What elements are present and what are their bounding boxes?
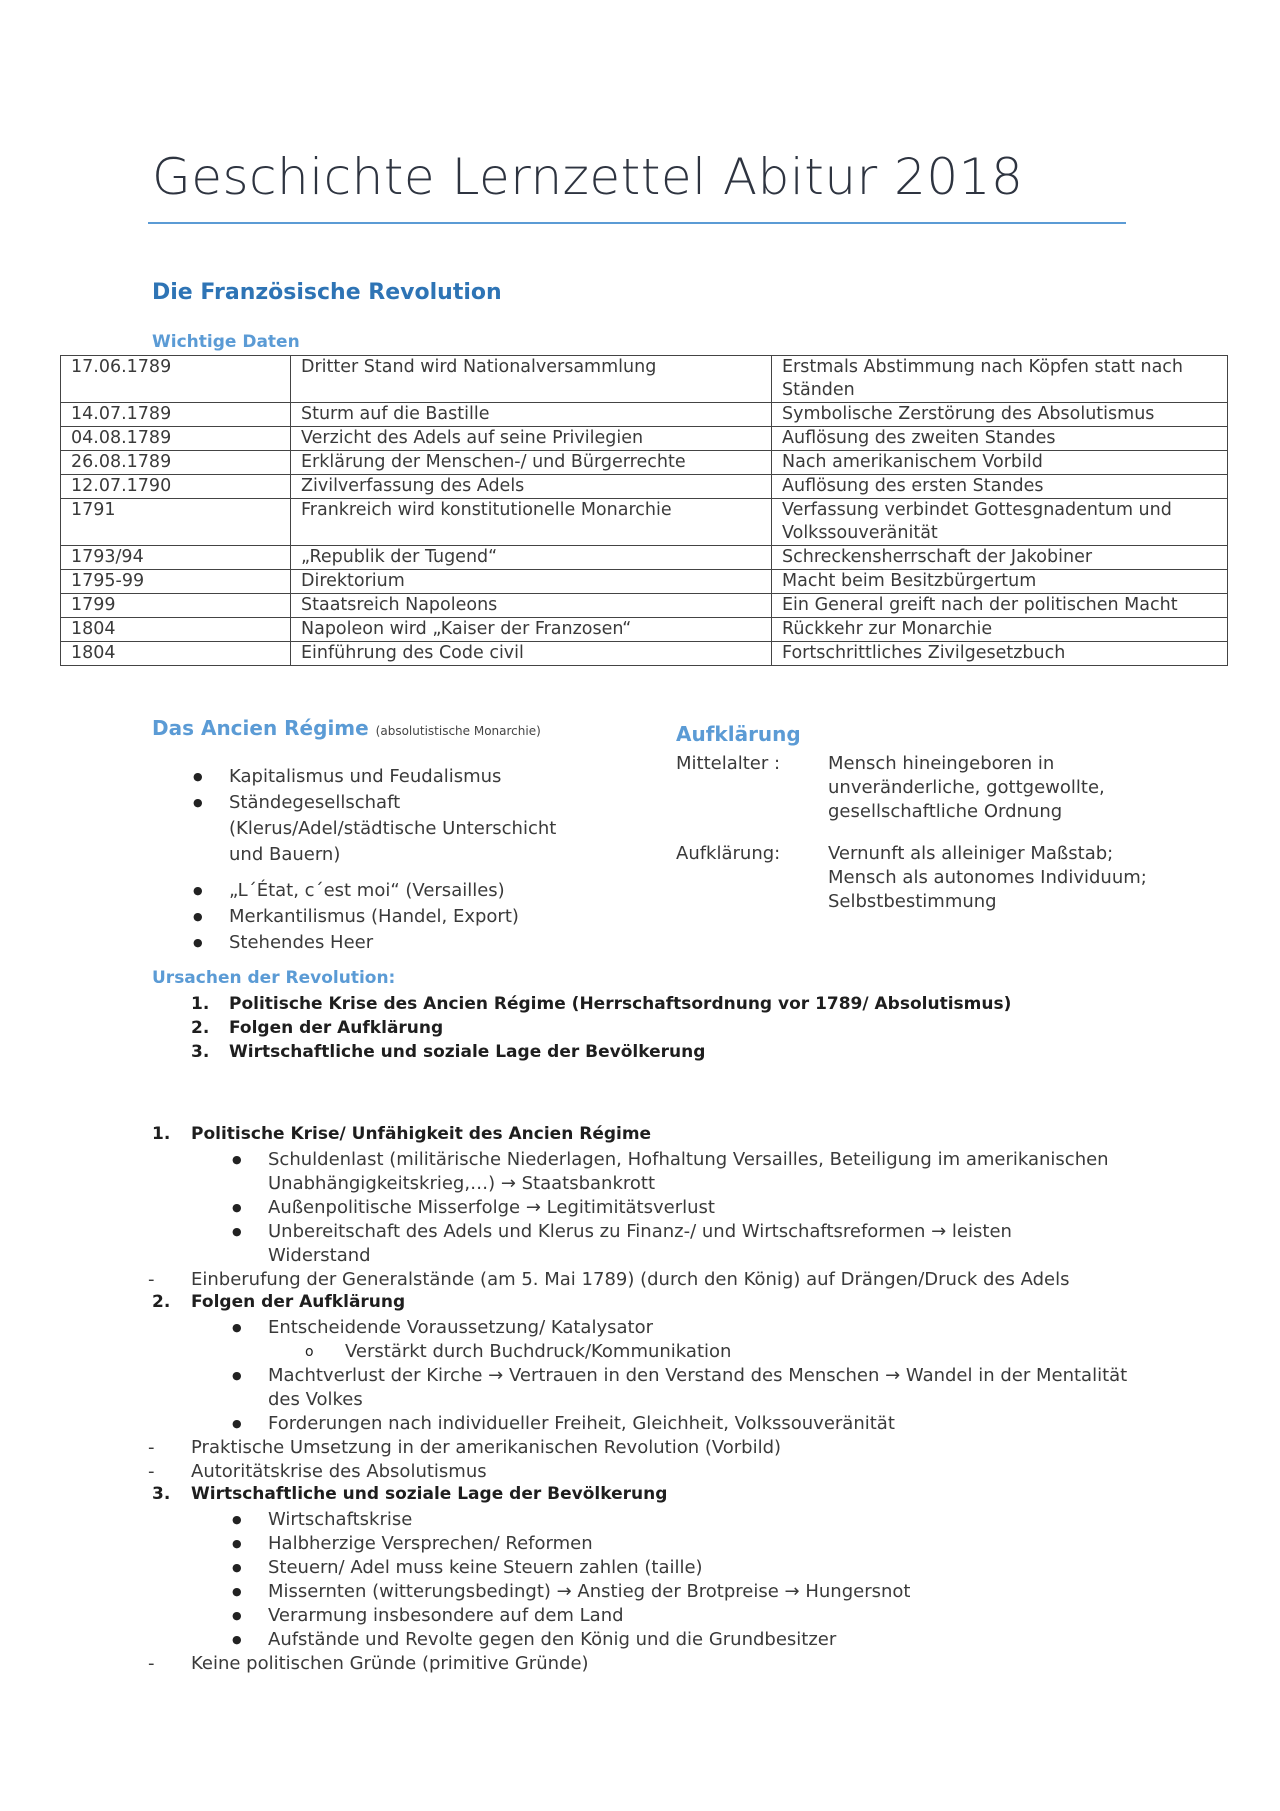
section-number: 3. <box>152 1484 171 1504</box>
list-number: 2. <box>191 1018 210 1038</box>
event-cell: Dritter Stand wird Nationalversammlung <box>291 356 772 403</box>
dash-marker: - <box>148 1269 155 1290</box>
list-item <box>232 1196 1148 1220</box>
list-item-text: Unbereitschaft des Adels und Klerus zu Finanz-/ und Wirtschaftsreformen → leisten Widerstand <box>268 1221 1012 1266</box>
sub-bullet-icon: o <box>305 1344 314 1360</box>
table-row <box>61 499 1228 546</box>
list-item-text: „L´État, c´est moi“ (Versailles) <box>229 880 505 901</box>
section-number: 2. <box>152 1292 171 1312</box>
bullet-icon: ● <box>232 1225 242 1238</box>
table-row <box>61 642 1228 666</box>
list-item <box>232 1628 1148 1652</box>
aufklaerung-label: Mittelalter : <box>676 753 781 774</box>
table-row <box>61 594 1228 618</box>
ancien-subtitle: (absolutistische Monarchie) <box>375 724 541 738</box>
dash-item: Praktische Umsetzung in der amerikanischen Revolution (Vorbild) <box>191 1437 782 1458</box>
dash-marker: - <box>148 1437 155 1458</box>
table-row <box>61 356 1228 403</box>
table-row <box>61 618 1228 642</box>
date-cell: 1793/94 <box>61 546 291 570</box>
list-item-text: Missernten (witterungsbedingt) → Anstieg der Brotpreise → Hungersnot <box>268 1581 911 1602</box>
list-item <box>232 1508 1148 1532</box>
list-item-text: Kapitalismus und Feudalismus <box>229 766 502 787</box>
list-item <box>193 790 589 868</box>
bullet-icon: ● <box>193 770 203 783</box>
list-item-text: Steuern/ Adel muss keine Steuern zahlen (taille) <box>268 1557 703 1578</box>
ursachen-heading: Ursachen der Revolution: <box>152 968 396 988</box>
aufklaerung-text: Vernunft als alleiniger Maßstab; Mensch als autonomes Individuum; Selbstbestimmung <box>828 843 1147 912</box>
note-cell: Ein General greift nach der politischen Macht <box>772 594 1228 618</box>
aufklaerung-heading: Aufklärung <box>676 722 801 746</box>
dash-marker: - <box>148 1653 155 1674</box>
bullet-icon: ● <box>232 1585 242 1598</box>
list-item <box>232 1364 1128 1412</box>
event-cell: „Republik der Tugend“ <box>291 546 772 570</box>
bullet-icon: ● <box>232 1609 242 1622</box>
date-cell: 1795-99 <box>61 570 291 594</box>
list-item-text: Forderungen nach individueller Freiheit, Gleichheit, Volkssouveränität <box>268 1413 895 1434</box>
bullet-icon: ● <box>232 1369 242 1382</box>
bullet-icon: ● <box>232 1153 242 1166</box>
list-item-text: Stehendes Heer <box>229 932 374 953</box>
list-item <box>232 1604 1148 1628</box>
list-item <box>193 878 629 904</box>
bullet-icon: ● <box>232 1537 242 1550</box>
ursache-item: Wirtschaftliche und soziale Lage der Bevölkerung <box>229 1042 706 1062</box>
page-title: Geschichte Lernzettel Abitur 2018 <box>152 148 1024 206</box>
note-cell: Verfassung verbindet Gottesgnadentum und Volkssouveränität <box>772 499 1228 546</box>
ancien-heading-text: Das Ancien Régime <box>152 716 369 740</box>
event-cell: Napoleon wird „Kaiser der Franzosen“ <box>291 618 772 642</box>
note-cell: Rückkehr zur Monarchie <box>772 618 1228 642</box>
event-cell: Frankreich wird konstitutionelle Monarchie <box>291 499 772 546</box>
list-item-text: Halbherzige Versprechen/ Reformen <box>268 1533 593 1554</box>
list-item <box>305 1340 1045 1364</box>
note-cell: Macht beim Besitzbürgertum <box>772 570 1228 594</box>
date-cell: 04.08.1789 <box>61 427 291 451</box>
date-cell: 1799 <box>61 594 291 618</box>
bullet-icon: ● <box>232 1561 242 1574</box>
list-item <box>232 1220 1068 1268</box>
list-item <box>232 1580 1148 1604</box>
section-heading: Wirtschaftliche und soziale Lage der Bevölkerung <box>191 1484 668 1504</box>
list-item-text: Schuldenlast (militärische Niederlagen, Hofhaltung Versailles, Beteiligung im amerikanischen Unabhängigkeitskrieg,…) → Staatsbankrott <box>268 1149 1109 1194</box>
list-item <box>232 1532 1148 1556</box>
aufklaerung-label: Aufklärung: <box>676 843 781 864</box>
date-cell: 1804 <box>61 618 291 642</box>
note-cell: Auflösung des ersten Standes <box>772 475 1228 499</box>
table-row <box>61 451 1228 475</box>
list-item-text: Entscheidende Voraussetzung/ Katalysator <box>268 1317 653 1338</box>
list-item <box>232 1412 1148 1436</box>
list-number: 1. <box>191 994 210 1014</box>
date-cell: 12.07.1790 <box>61 475 291 499</box>
title-underline <box>148 222 1126 224</box>
list-item-text: Merkantilismus (Handel, Export) <box>229 906 519 927</box>
list-item-text: Wirtschaftskrise <box>268 1509 413 1530</box>
event-cell: Staatsreich Napoleons <box>291 594 772 618</box>
date-cell: 26.08.1789 <box>61 451 291 475</box>
dash-item: Autoritätskrise des Absolutismus <box>191 1461 487 1482</box>
list-item-text: Aufstände und Revolte gegen den König und die Grundbesitzer <box>268 1629 837 1650</box>
note-cell: Auflösung des zweiten Standes <box>772 427 1228 451</box>
bullet-icon: ● <box>193 936 203 949</box>
ancien-heading <box>152 716 541 740</box>
bullet-icon: ● <box>193 796 203 809</box>
list-item <box>193 764 629 790</box>
note-cell: Schreckensherrschaft der Jakobiner <box>772 546 1228 570</box>
section-heading: Folgen der Aufklärung <box>191 1292 406 1312</box>
bullet-icon: ● <box>193 884 203 897</box>
event-cell: Einführung des Code civil <box>291 642 772 666</box>
list-item <box>232 1316 1148 1340</box>
list-item-text: Machtverlust der Kirche → Vertrauen in den Verstand des Menschen → Wandel in der Mentalität des Volkes <box>268 1365 1128 1410</box>
bullet-icon: ● <box>232 1513 242 1526</box>
table-row <box>61 570 1228 594</box>
bullet-icon: ● <box>232 1201 242 1214</box>
dash-marker: - <box>148 1461 155 1482</box>
date-cell: 1791 <box>61 499 291 546</box>
bullet-icon: ● <box>232 1633 242 1646</box>
ursache-item: Politische Krise des Ancien Régime (Herrschaftsordnung vor 1789/ Absolutismus) <box>229 994 1012 1014</box>
table-row <box>61 403 1228 427</box>
note-cell: Fortschrittliches Zivilgesetzbuch <box>772 642 1228 666</box>
list-item <box>193 904 629 930</box>
date-cell: 17.06.1789 <box>61 356 291 403</box>
aufklaerung-text: Mensch hineingeboren in unveränderliche, gottgewollte, gesellschaftliche Ordnung <box>828 753 1105 822</box>
list-item-text: Ständegesellschaft (Klerus/Adel/städtische Unterschicht und Bauern) <box>229 792 557 865</box>
note-cell: Nach amerikanischem Vorbild <box>772 451 1228 475</box>
list-item <box>232 1556 1148 1580</box>
event-cell: Direktorium <box>291 570 772 594</box>
event-cell: Zivilverfassung des Adels <box>291 475 772 499</box>
table-row <box>61 475 1228 499</box>
dates-table <box>60 355 1228 666</box>
list-item <box>232 1148 1148 1196</box>
section-title: Die Französische Revolution <box>152 280 502 305</box>
list-item-text: Verarmung insbesondere auf dem Land <box>268 1605 624 1626</box>
bullet-icon: ● <box>232 1417 242 1430</box>
date-cell: 1804 <box>61 642 291 666</box>
bullet-icon: ● <box>193 910 203 923</box>
list-item-text: Verstärkt durch Buchdruck/Kommunikation <box>345 1341 732 1362</box>
event-cell: Sturm auf die Bastille <box>291 403 772 427</box>
list-number: 3. <box>191 1042 210 1062</box>
bullet-icon: ● <box>232 1321 242 1334</box>
dash-item: Einberufung der Generalstände (am 5. Mai 1789) (durch den König) auf Drängen/Druck des Adels <box>191 1269 1070 1290</box>
ursache-item: Folgen der Aufklärung <box>229 1018 444 1038</box>
section-number: 1. <box>152 1124 171 1144</box>
dash-item: Keine politischen Gründe (primitive Gründe) <box>191 1653 589 1674</box>
dates-heading: Wichtige Daten <box>152 332 300 352</box>
table-row <box>61 546 1228 570</box>
note-cell: Symbolische Zerstörung des Absolutismus <box>772 403 1228 427</box>
table-row <box>61 427 1228 451</box>
date-cell: 14.07.1789 <box>61 403 291 427</box>
event-cell: Erklärung der Menschen-/ und Bürgerrechte <box>291 451 772 475</box>
list-item-text: Außenpolitische Misserfolge → Legitimitätsverlust <box>268 1197 715 1218</box>
section-heading: Politische Krise/ Unfähigkeit des Ancien Régime <box>191 1124 652 1144</box>
list-item <box>193 930 629 956</box>
event-cell: Verzicht des Adels auf seine Privilegien <box>291 427 772 451</box>
note-cell: Erstmals Abstimmung nach Köpfen statt nach Ständen <box>772 356 1228 403</box>
